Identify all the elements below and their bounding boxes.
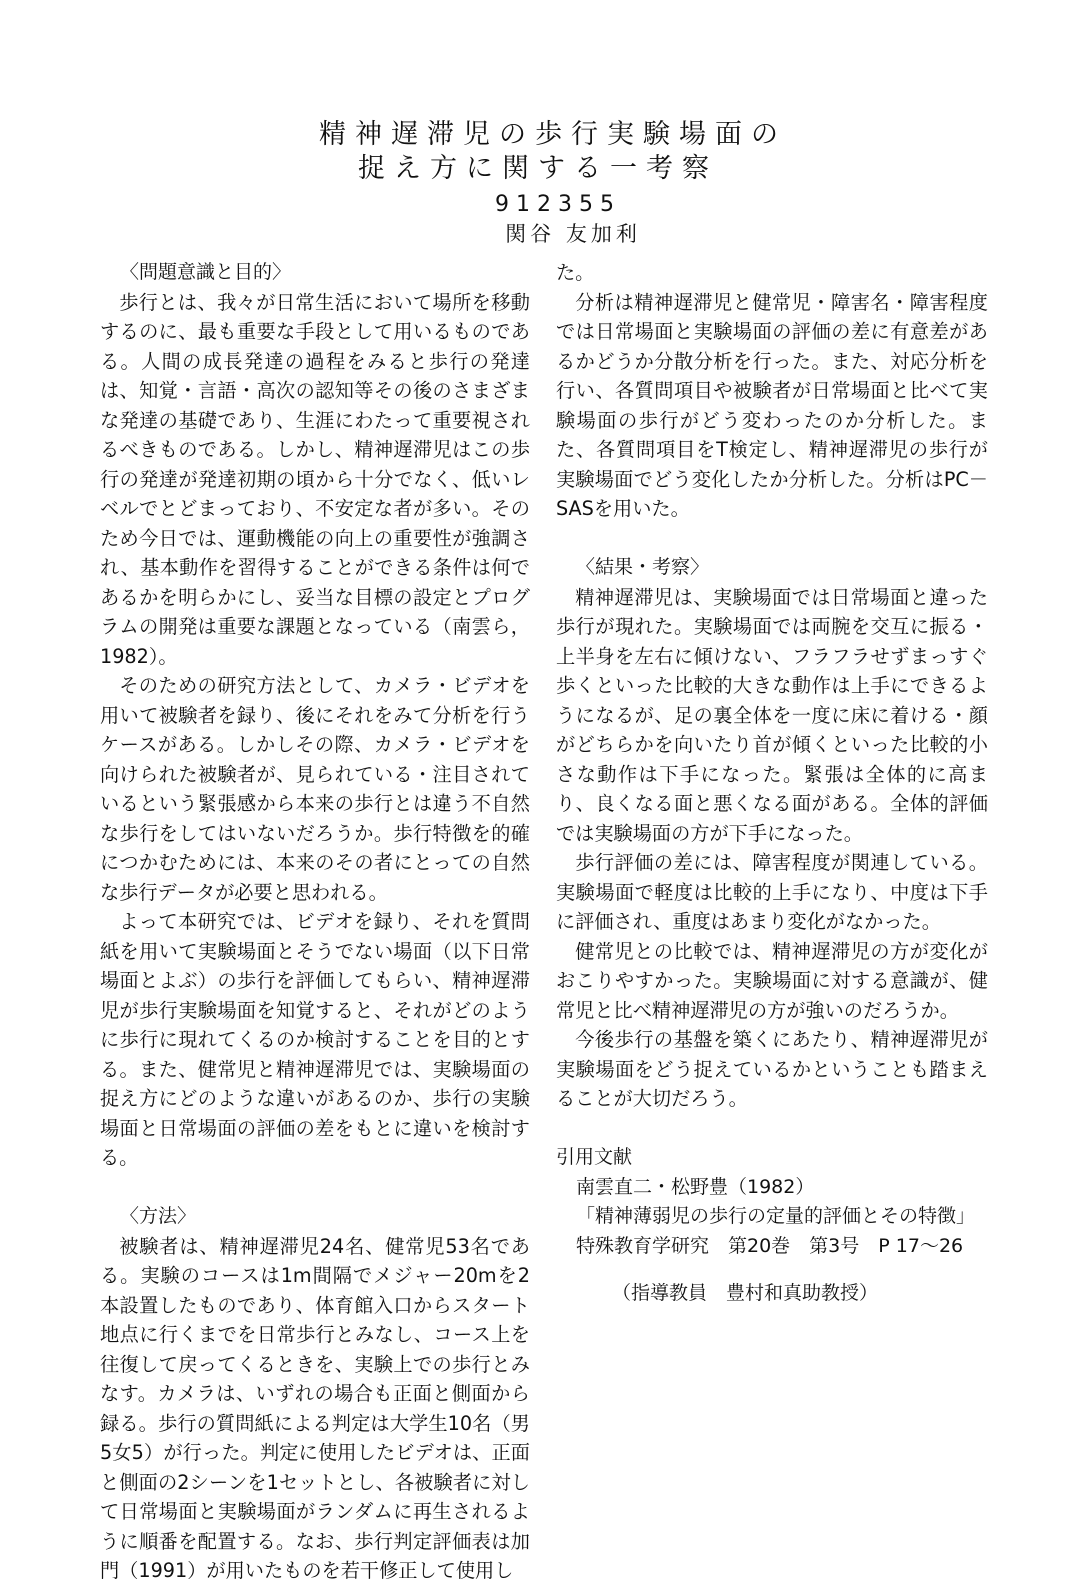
paragraph: 歩行とは、我々が日常生活において場所を移動するのに、最も重要な手段として用いるものである。人間の成長発達の過程をみると歩行の発達は、知覚・言語・高次の認知等その後のさまざまな発達の基礎であり、生涯にわたって重要視されるべきものである。しかし、精神遅滞児はこの歩行の発達が発達初期の頃から十分でなく、低いレベルでとどまっており、不安定な者が多い。そのため今日では、運動機能の向上の重要性が強調され、基本動作を習得することができる条件は何であるかを明らかにし、妥当な目標の設定とプログラムの開発は重要な課題となっている（南雲ら，1982）。 [100, 290, 530, 668]
paragraph: 分析は精神遅滞児と健常児・障害名・障害程度では日常場面と実験場面の評価の差に有意差があるかどうか分散分析を行った。また、対応分析を行い、各質問項目や被験者が日常場面と比べて実験場面の歩行がどう変わったのか分析した。また、各質問項目をT検定し、精神遅滞児の歩行が実験場面でどう変化したか分析した。分析はPC－SASを用いた。 [556, 290, 988, 520]
student-id: 912355 [495, 192, 621, 217]
references-heading: 引用文献 [556, 1146, 633, 1168]
paragraph: そのための研究方法として、カメラ・ビデオを用いて被験者を録り、後にそれをみて分析を行うケースがある。しかしその際、カメラ・ビデオを向けられた被験者が、見られている・注目されているという緊張感から本来の歩行とは違う不自然な歩行をしてはいないだろうか。歩行特徴を的確につかむためには、本来のその者にとっての自然な歩行データが必要と思われる。 [100, 674, 530, 904]
author-name: 関谷 友加利 [505, 222, 641, 246]
reference-authors: 南雲直二・松野豊（1982） [576, 1175, 815, 1198]
paragraph: 精神遅滞児は、実験場面では日常場面と違った歩行が現れた。実験場面では両腕を交互に振る・上半身を左右に傾けない、フラフラせずまっすぐ歩くといった比較的大きな動作は上手にできるようになるが、足の裏全体を一度に床に着ける・顔がどちらかを向いたり首が傾くといった比較的小さな動作は下手になった。緊張は全体的に高まり、良くなる面と悪くなる面がある。全体的評価では実験場面の方が下手になった。 [556, 585, 988, 845]
section-heading-method: 〈方法〉 [120, 1205, 197, 1227]
paragraph: 健常児との比較では、精神遅滞児の方が変化がおこりやすかった。実験場面に対する意識が、健常児と比べ精神遅滞児の方が強いのだろうか。 [556, 939, 988, 1022]
reference-title: 「精神薄弱児の歩行の定量的評価とその特徴」 [576, 1205, 976, 1227]
paragraph: 歩行評価の差には、障害程度が関連している。実験場面で軽度は比較的上手になり、中度は下手に評価され、重度はあまり変化がなかった。 [556, 851, 988, 933]
right-column [556, 258, 988, 1309]
section-heading-results: 〈結果・考察〉 [576, 556, 710, 578]
reference-journal: 特殊教育学研究 第20巻 第3号 P 17～26 [576, 1234, 964, 1257]
paper-title-line-2: 捉え方に関する一考察 [358, 153, 718, 184]
left-column [100, 258, 530, 1586]
paragraph: 被験者は、精神遅滞児24名、健常児53名である。実験のコースは1m間隔でメジャー20mを2本設置したものであり、体育館入口からスタート地点に行くまでを日常歩行とみなし、コース上を往復して戻ってくるときを、実験上での歩行とみなす。カメラは、いずれの場合も正面と側面から録る。歩行の質問紙による判定は大学生10名（男5女5）が行った。判定に使用したビデオは、正面と側面の2シーンを1セットとし、各被験者に対して日常場面と実験場面がランダムに再生されるように順番を配置する。なお、歩行判定評価表は加門（1991）が用いたものを若干修正して使用し [100, 1234, 530, 1582]
paragraph: 今後歩行の基盤を築くにあたり、精神遅滞児が実験場面をどう捉えているかということも踏まえることが大切だろう。 [556, 1028, 988, 1110]
paragraph: よって本研究では、ビデオを録り、それを質問紙を用いて実験場面とそうでない場面（以下日常場面とよぶ）の歩行を評価してもらい、精神遅滞児が歩行実験場面を知覚すると、それがどのように歩行に現れてくるのか検討することを目的とする。また、健常児と精神遅滞児では、実験場面の捉え方にどのような違いがあるのか、歩行の実験場面と日常場面の評価の差をもとに違いを検討する。 [100, 910, 530, 1169]
section-heading-purpose: 〈問題意識と目的〉 [120, 261, 292, 283]
advisor-credit: （指導教員 豊村和真助教授） [611, 1282, 878, 1304]
paragraph-continuation: た。 [556, 261, 595, 284]
title-block [0, 118, 1076, 248]
paper-title-line-1: 精神遅滞児の歩行実験場面の [319, 119, 787, 150]
